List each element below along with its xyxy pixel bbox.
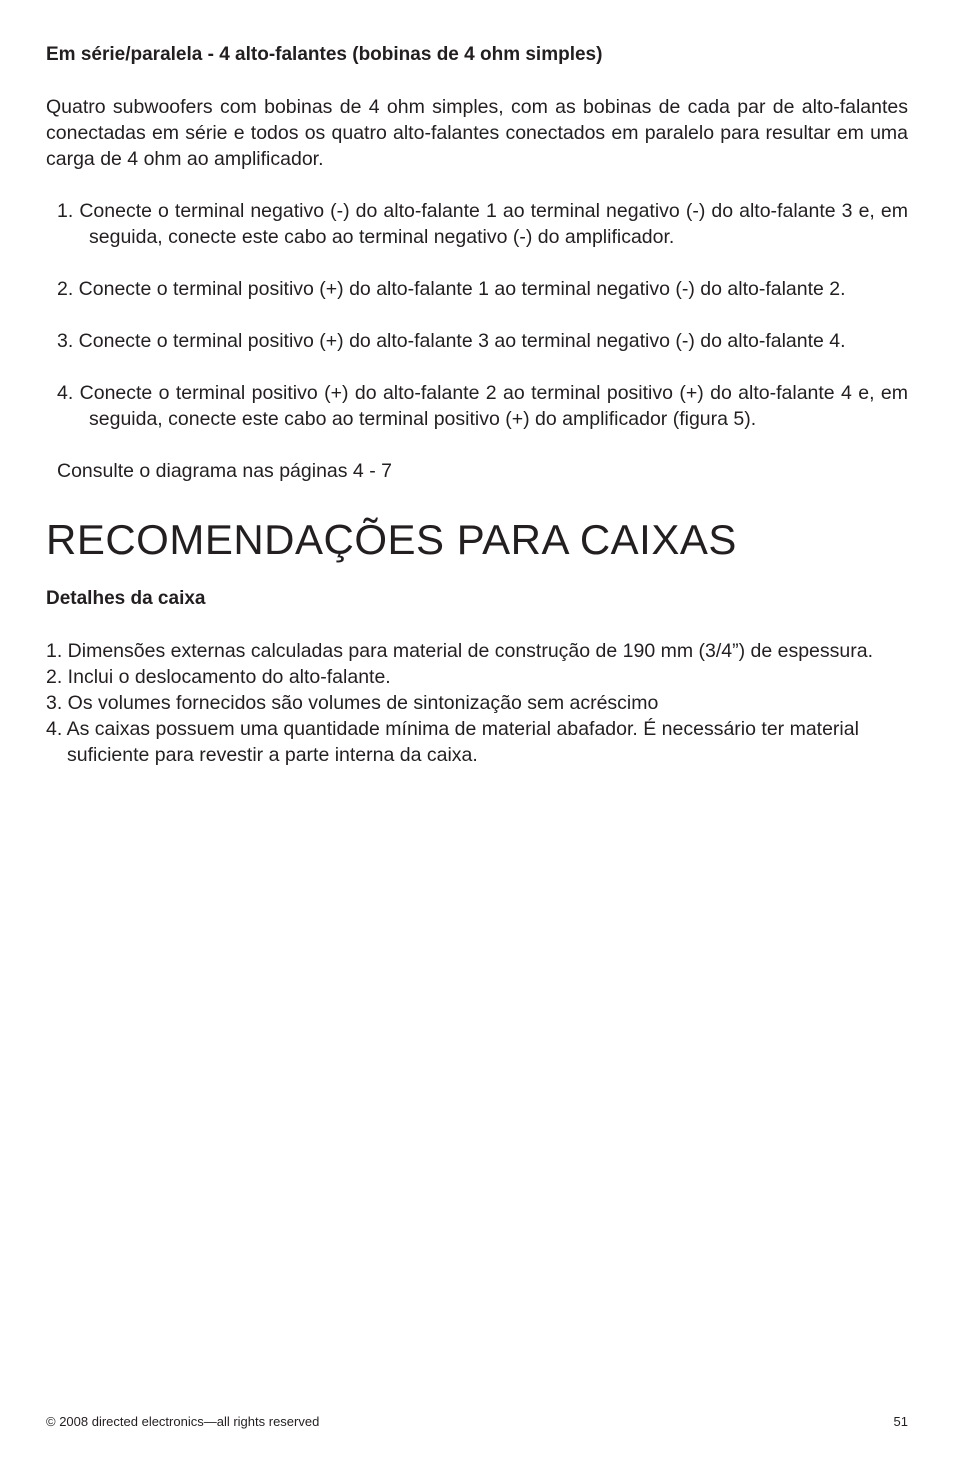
details-subheading: Detalhes da caixa bbox=[46, 588, 206, 609]
detail-item: 4. As caixas possuem uma quantidade mínima de material abafador. É necessário ter material suficiente para revestir a parte interna da caixa. bbox=[46, 718, 859, 766]
detail-item: 1. Dimensões externas calculadas para material de construção de 190 mm (3/4”) de espessura. bbox=[46, 640, 873, 662]
detail-item: 3. Os volumes fornecidos são volumes de sintonização sem acréscimo bbox=[46, 692, 659, 714]
page-title: RECOMENDAÇÕES PARA CAIXAS bbox=[46, 516, 737, 563]
document-page bbox=[46, 42, 908, 768]
diagram-reference-note: Consulte o diagrama nas páginas 4 - 7 bbox=[57, 460, 392, 482]
wiring-step: 2. Conecte o terminal positivo (+) do alto-falante 1 ao terminal negativo (-) do alto-falante 2. bbox=[57, 278, 846, 300]
wiring-step: 1. Conecte o terminal negativo (-) do alto-falante 1 ao terminal negativo (-) do alto-falante 3 e, em seguida, conecte este cabo ao terminal negativo (-) do amplificador. bbox=[57, 200, 908, 248]
section-heading: Em série/paralela - 4 alto-falantes (bobinas de 4 ohm simples) bbox=[46, 44, 603, 65]
wiring-step: 3. Conecte o terminal positivo (+) do alto-falante 3 ao terminal negativo (-) do alto-falante 4. bbox=[57, 330, 846, 352]
intro-paragraph: Quatro subwoofers com bobinas de 4 ohm simples, com as bobinas de cada par de alto-falantes conectadas em série e todos os quatro alto-falantes conectados em paralelo para resultar em uma carga de 4 ohm ao amplificador. bbox=[46, 96, 908, 170]
wiring-step: 4. Conecte o terminal positivo (+) do alto-falante 2 ao terminal positivo (+) do alto-falante 4 e, em seguida, conecte este cabo ao terminal positivo (+) do amplificador (figura 5). bbox=[57, 382, 908, 430]
wiring-steps-list bbox=[46, 198, 908, 432]
page-number: 51 bbox=[893, 1414, 908, 1429]
copyright-text: © 2008 directed electronics—all rights reserved bbox=[46, 1414, 320, 1429]
detail-item: 2. Inclui o deslocamento do alto-falante. bbox=[46, 666, 391, 688]
box-details-list bbox=[46, 638, 908, 768]
